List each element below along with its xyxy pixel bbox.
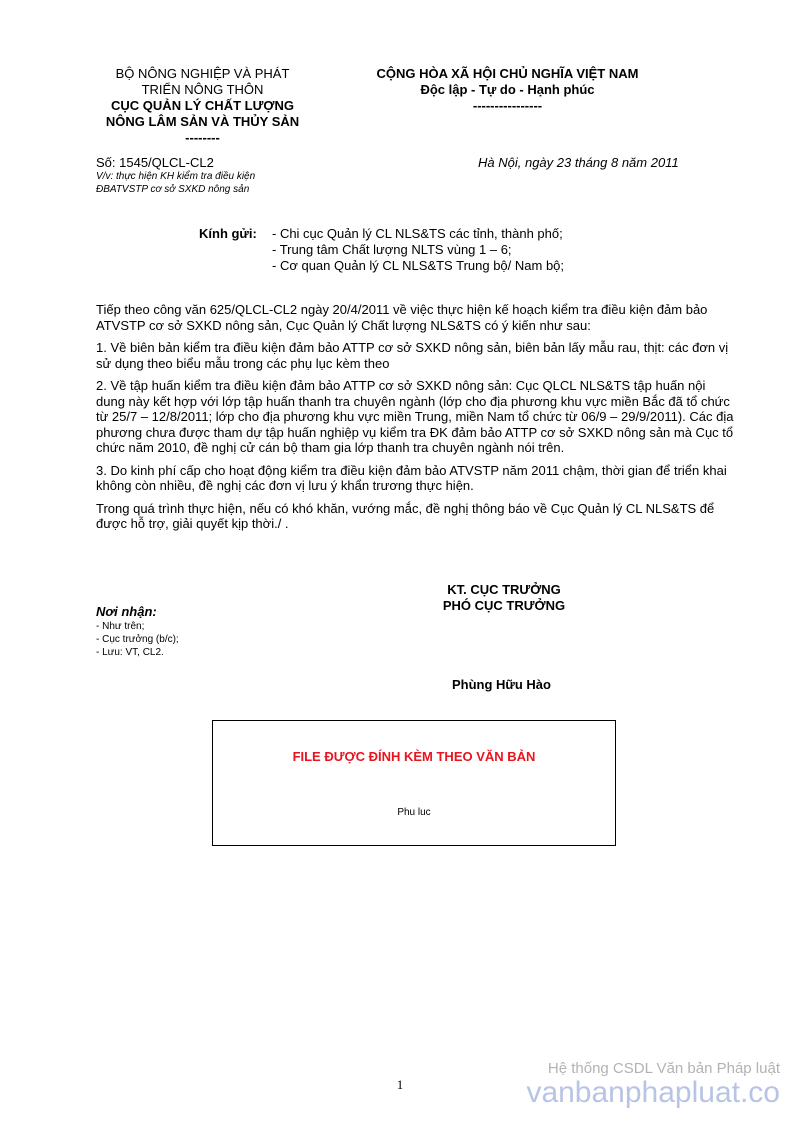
recipient-item: - Trung tâm Chất lượng NLTS vùng 1 – 6;	[272, 242, 512, 257]
agency-name-line2: NÔNG LÂM SẢN VÀ THỦY SẢN	[105, 114, 300, 129]
distribution-item: - Như trên;	[96, 621, 145, 632]
recipients-list	[272, 226, 564, 274]
recipient-item: - Chi cục Quản lý CL NLS&TS các tỉnh, thành phố;	[272, 226, 563, 241]
recipients-label: Kính gửi:	[199, 226, 257, 241]
distribution-label: Nơi nhận:	[96, 604, 157, 619]
attachment-title: FILE ĐƯỢC ĐÍNH KÈM THEO VĂN BẢN	[292, 749, 536, 764]
ministry-name-line2: TRIỂN NÔNG THÔN	[141, 82, 264, 97]
national-heading-block	[350, 66, 665, 114]
recipient-item: - Cơ quan Quản lý CL NLS&TS Trung bộ/ Nam bộ;	[272, 258, 565, 273]
attachment-file-link[interactable]: Phu luc	[397, 807, 431, 818]
signer-title-block	[398, 582, 610, 614]
distribution-item: - Cục trưởng (b/c);	[96, 634, 179, 645]
motto-divider: ----------------	[472, 98, 543, 113]
body-paragraph: Tiếp theo công văn 625/QLCL-CL2 ngày 20/4/2011 về việc thực hiện kế hoạch kiểm tra điều kiện đảm bảo ATVSTP cơ sở SXKD nông sản, Cục Quản lý Chất lượng NLS&TS có ý kiến như sau:	[96, 302, 708, 333]
body-paragraph: 1. Về biên bản kiểm tra điều kiện đảm bảo ATTP cơ sở SXKD nông sản, biên bản lấy mẫu rau, thịt: các đơn vị sử dụng theo biểu mẫu trong các phụ lục kèm theo	[96, 340, 729, 371]
agency-name-line1: CỤC QUẢN LÝ CHẤT LƯỢNG	[111, 98, 294, 113]
agency-divider: --------	[185, 130, 220, 145]
issuing-agency-block	[70, 66, 335, 146]
national-motto: Độc lập - Tự do - Hạnh phúc	[420, 82, 595, 97]
document-number: Số: 1545/QLCL-CL2	[96, 155, 214, 170]
place-and-date: Hà Nội, ngày 23 tháng 8 năm 2011	[478, 155, 679, 170]
watermark-caption: Hệ thống CSDL Văn bản Pháp luật	[547, 1060, 780, 1077]
attachment-box	[212, 720, 616, 846]
body-paragraph: 3. Do kinh phí cấp cho hoạt động kiểm tra điều kiện đảm bảo ATVSTP năm 2011 chậm, thời gian để triển khai không còn nhiều, đề nghị các đơn vị lưu ý khẩn trương thực hiện.	[96, 462, 727, 493]
signer-title-line2: PHÓ CỤC TRƯỞNG	[442, 598, 566, 613]
page-number: 1	[396, 1077, 404, 1092]
document-subject	[96, 170, 255, 196]
country-name: CỘNG HÒA XÃ HỘI CHỦ NGHĨA VIỆT NAM	[376, 66, 639, 81]
ministry-name-line1: BỘ NÔNG NGHIỆP VÀ PHÁT	[115, 66, 290, 81]
distribution-item: - Lưu: VT, CL2.	[96, 647, 164, 658]
signer-title-line1: KT. CỤC TRƯỞNG	[447, 582, 561, 597]
subject-line2: ĐBATVSTP cơ sở SXKD nông sản	[96, 184, 250, 195]
document-body	[96, 302, 736, 539]
watermark-site-name: vanbanphapluat.co	[526, 1076, 780, 1109]
signer-name: Phùng Hữu Hào	[452, 677, 551, 692]
body-paragraph: 2. Về tập huấn kiểm tra điều kiện đảm bảo ATTP cơ sở SXKD nông sản: Cục QLCL NLS&TS tập huấn nội dung này kết hợp với lớp tập huấn thanh tra chuyên ngành (lớp cho địa phương khu vực miền Bắc đã tổ chức từ 25/7 – 12/8/2011; lớp cho địa phương khu vực miền Trung, miền Nam tổ chức từ 06/9 – 29/9/2011). Các địa phương chưa được tham dự tập huấn nghiệp vụ kiểm tra ĐK đảm bảo ATTP cơ sở SXKD nông sản mà Cục tổ chức năm 2010, đề nghị cử cán bộ tham gia lớp thanh tra chuyên ngành nói trên.	[96, 378, 734, 455]
distribution-list	[96, 620, 179, 659]
body-paragraph: Trong quá trình thực hiện, nếu có khó khăn, vướng mắc, đề nghị thông báo về Cục Quản lý CL NLS&TS để được hỗ trợ, giải quyết kịp thời./ .	[96, 500, 715, 531]
subject-line1: V/v: thực hiện KH kiểm tra điều kiện	[96, 171, 256, 182]
